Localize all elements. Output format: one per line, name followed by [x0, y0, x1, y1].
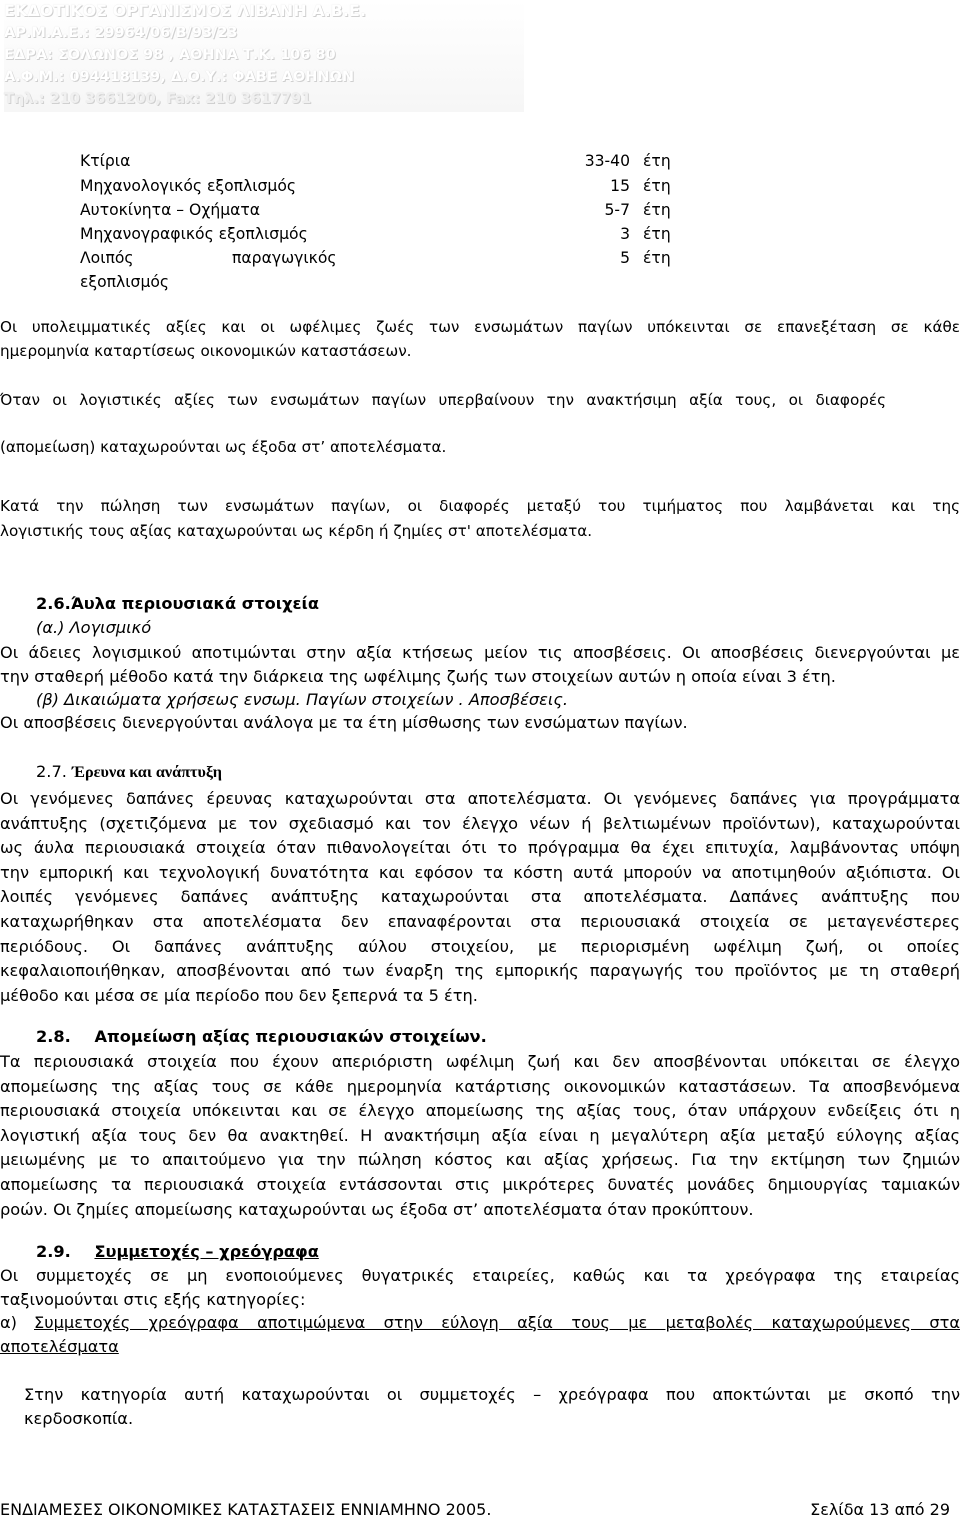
- asset-label: Μηχανογραφικός εξοπλισμός: [80, 225, 308, 243]
- company-address: ΕΔΡΑ: ΣΟΛΩΝΟΣ 98 , ΑΘΗΝΑ Τ.Κ. 106 80: [4, 47, 336, 63]
- section-heading-2-9: [36, 1242, 319, 1261]
- impairment-paragraph: [0, 391, 886, 409]
- asset-years: 15: [610, 177, 630, 195]
- paragraph-line: ταξινομούνται στις εξής κατηγορίες:: [0, 1290, 306, 1309]
- list-item-a: [34, 1313, 960, 1332]
- section-number: 2.9.: [36, 1242, 71, 1261]
- paragraph-line: καταχωρήθηκαν στα αποτελέσματα δεν επαναφέρονται στα περιουσιακά στοιχεία σε μεταγενέστερες: [0, 911, 960, 931]
- section-heading-2-8: [36, 1027, 487, 1046]
- paragraph-line: κερδοσκοπία.: [24, 1409, 134, 1428]
- paragraph-line: Οι υπολειμματικές αξίες και οι ωφέλιμες ζωές των ενσωμάτων παγίων υπόκεινται σε επανεξέταση σε κάθε: [0, 318, 960, 336]
- paragraph-line: Οι άδειες λογισμικού αποτιμώνται στην αξία κτήσεως μείον τις αποσβέσεις. Οι αποσβέσεις διενεργούνται με: [0, 643, 960, 662]
- section-2-8-body: [0, 1050, 960, 1222]
- paragraph-line: ημερομηνία καταρτίσεως οικονομικών καταστάσεων.: [0, 342, 412, 360]
- company-header: [4, 0, 524, 112]
- asset-label-part: παραγωγικός: [232, 249, 337, 267]
- table-row: [0, 198, 960, 222]
- company-name: ΕΚΔΟΤΙΚΟΣ ΟΡΓΑΝΙΣΜΟΣ ΛΙΒΑΝΗ Α.Β.Ε.: [4, 1, 366, 20]
- paragraph-line: (απομείωση) καταχωρούνται ως έξοδα στ’ αποτελέσματα.: [0, 438, 447, 456]
- paragraph-line: Στην κατηγορία αυτή καταχωρούνται οι συμμετοχές – χρεόγραφα που αποκτώνται με σκοπό την: [24, 1385, 960, 1404]
- paragraph-line: την σταθερή μέθοδο κατά την διάρκεια της ωφέλιμης ζωής των στοιχείων αυτών η οποία είναι 3 έτη.: [0, 667, 836, 686]
- section-title: Απομείωση αξίας περιουσιακών στοιχείων.: [94, 1027, 487, 1046]
- paragraph-line: Τα περιουσιακά στοιχεία που έχουν απεριόριστη ωφέλιμη ζωή και δεν αποσβένονται υπόκειται σε έλεγχο: [0, 1052, 960, 1071]
- list-item-marker: α): [0, 1313, 17, 1332]
- company-phone: Τηλ.: 210 3661200, Fax: 210 3617791: [4, 91, 312, 107]
- section-title: Συμμετοχές – χρεόγραφα: [94, 1242, 319, 1261]
- paragraph-line: Οι γενόμενες δαπάνες έρευνας καταχωρούνται στα αποτελέσματα. Οι γενόμενες δαπάνες για προγράμματα: [0, 789, 960, 808]
- paragraph-line: ως άυλα περιουσιακά στοιχεία όταν πιθανολογείται ότι το πρόγραμμα θα έχει επιτυχία, λαμβάνοντας υπόψη: [0, 838, 960, 858]
- paragraph-line: μειωμένης με το απαιτούμενο για την πώληση κόστος και αξίας χρήσεως. Για την εκτίμηση των ζημιών: [0, 1150, 960, 1170]
- table-row: [0, 149, 960, 173]
- section-number: 2.8.: [36, 1027, 71, 1046]
- paragraph-line: Οι συμμετοχές σε μη ενοποιούμενες θυγατρικές εταιρείες, καθώς και τα χρεόγραφα της εταιρείας: [0, 1266, 960, 1285]
- asset-label-part: Λοιπός: [80, 249, 134, 267]
- paragraph-line: λοιπές γενόμενες δαπάνες ανάπτυξης καταχωρούνται στα αποτελέσματα. Δαπάνες ανάπτυξης που: [0, 887, 960, 907]
- asset-years: 5: [620, 249, 630, 267]
- asset-unit: έτη: [643, 225, 671, 243]
- section-heading-2-6: 2.6.Άυλα περιουσιακά στοιχεία: [36, 594, 319, 613]
- paragraph-line: Οι αποσβέσεις διενεργούνται ανάλογα με τα έτη μίσθωσης των ενσώματων παγίων.: [0, 713, 688, 732]
- paragraph-line: ροών. Οι ζημίες απομείωσης καταχωρούνται ως έξοδα στ’ αποτελέσματα όταν προκύπτουν.: [0, 1199, 754, 1219]
- section-heading-2-7: [36, 762, 222, 782]
- paragraph-line: λογιστική αξία τους δεν θα ανακτηθεί. Η ανακτήσιμη αξία είναι η μεγαλύτερη αξία μεταξύ εύλογης αξίας: [0, 1125, 960, 1145]
- table-row: [0, 222, 960, 246]
- asset-label: Κτίρια: [80, 152, 131, 170]
- asset-unit: έτη: [643, 249, 671, 267]
- asset-unit: έτη: [643, 201, 671, 219]
- residual-paragraph: [0, 318, 960, 336]
- asset-label: Μηχανολογικός εξοπλισμός: [80, 177, 297, 195]
- paragraph-line: Κατά την πώληση των ενσωμάτων παγίων, οι διαφορές μεταξύ του τιμήματος που λαμβάνεται και της: [0, 497, 960, 515]
- asset-unit: έτη: [643, 152, 671, 170]
- paragraph-line: Συμμετοχές χρεόγραφα αποτιμώμενα στην εύλογη αξία τους με μεταβολές καταχωρούμενες στα: [34, 1313, 960, 1332]
- asset-years: 3: [620, 225, 630, 243]
- section-2-9-line: [24, 1385, 960, 1404]
- section-2-6-line: [0, 643, 960, 662]
- asset-years: 33-40: [584, 152, 630, 170]
- asset-label-part: εξοπλισμός: [80, 273, 170, 291]
- section-title: Έρευνα και ανάπτυξη: [72, 763, 222, 781]
- footer-title: ΕΝΔΙΑΜΕΣΕΣ ΟΙΚΟΝΟΜΙΚΕΣ ΚΑΤΑΣΤΑΣΕΙΣ ΕΝΝΙΑΜΗΝΟ 2005.: [0, 1500, 492, 1519]
- paragraph-line: την εμπορική και τεχνολογική δυνατότητα και εφόσον τα κόστη αυτά μπορούν να αποτιμηθούν αξιόπιστα. Οι: [0, 862, 960, 882]
- asset-unit: έτη: [643, 177, 671, 195]
- paragraph-line: ανάπτυξης (σχετιζόμενα με τον σχεδιασμό και τον έλεγχο νέων ή βελτιωμένων προϊόντων), καταχωρούνται: [0, 813, 960, 833]
- paragraph-line: απομείωσης τα περιουσιακά στοιχεία εντάσσονται στις μικρότερες δυνατές μονάδες δημιουργίας ταμιακών: [0, 1174, 960, 1194]
- page-number: Σελίδα 13 από 29: [810, 1500, 950, 1519]
- company-registry: ΑΡ.Μ.Α.Ε.: 29964/06/Β/93/23: [4, 25, 238, 41]
- paragraph-line: περιόδους. Οι δαπάνες ανάπτυξης αύλου στοιχείου, με περιορισμένη ωφέλιμη ζωή, οι οποίες: [0, 936, 960, 956]
- table-row: [0, 174, 960, 198]
- sale-paragraph: [0, 497, 960, 515]
- paragraph-line: μέθοδο και μέσα σε μία περίοδο που δεν ξεπερνά τα 5 έτη.: [0, 985, 478, 1005]
- table-row: [0, 246, 960, 294]
- section-2-7-body: [0, 787, 960, 1008]
- paragraph-line: περιουσιακά στοιχεία υπόκεινται και σε έλεγχο απομείωσης της αξίας τους, όταν υπάρχουν ενδείξεις ότι η: [0, 1101, 960, 1121]
- subheading-rights-of-use: (β) Δικαιώματα χρήσεως ενσωμ. Παγίων στοιχείων . Αποσβέσεις.: [36, 690, 569, 709]
- paragraph-line: απομείωσης της αξίας τους σε κάθε ημερομηνία κατάρτισης οικονομικών καταστάσεων. Τα αποσβενόμενα: [0, 1076, 960, 1096]
- subheading-software: (α.) Λογισμικό: [36, 618, 152, 637]
- section-number: 2.7.: [36, 762, 67, 781]
- paragraph-line: κεφαλαιοποιήθηκαν, αποσβένονται από των έναρξη της εμπορικής παραγωγής του προϊόντος με τη σταθερή: [0, 961, 960, 981]
- asset-years: 5-7: [604, 201, 630, 219]
- paragraph-line: λογιστικής τους αξίας καταχωρούνται ως κέρδη ή ζημίες στ' αποτελέσματα.: [0, 522, 593, 540]
- paragraph-line: αποτελέσματα: [0, 1337, 119, 1356]
- paragraph-line: Όταν οι λογιστικές αξίες των ενσωμάτων παγίων υπερβαίνουν την ανακτήσιμη αξία τους, οι διαφορές: [0, 391, 886, 409]
- company-tax-id: Α.Φ.Μ.: 094418139, Δ.Ο.Υ.: ΦΑΒΕ ΑΘΗΝΩΝ: [4, 69, 354, 85]
- asset-label: Αυτοκίνητα – Οχήματα: [80, 201, 261, 219]
- section-2-9-line: [0, 1266, 960, 1285]
